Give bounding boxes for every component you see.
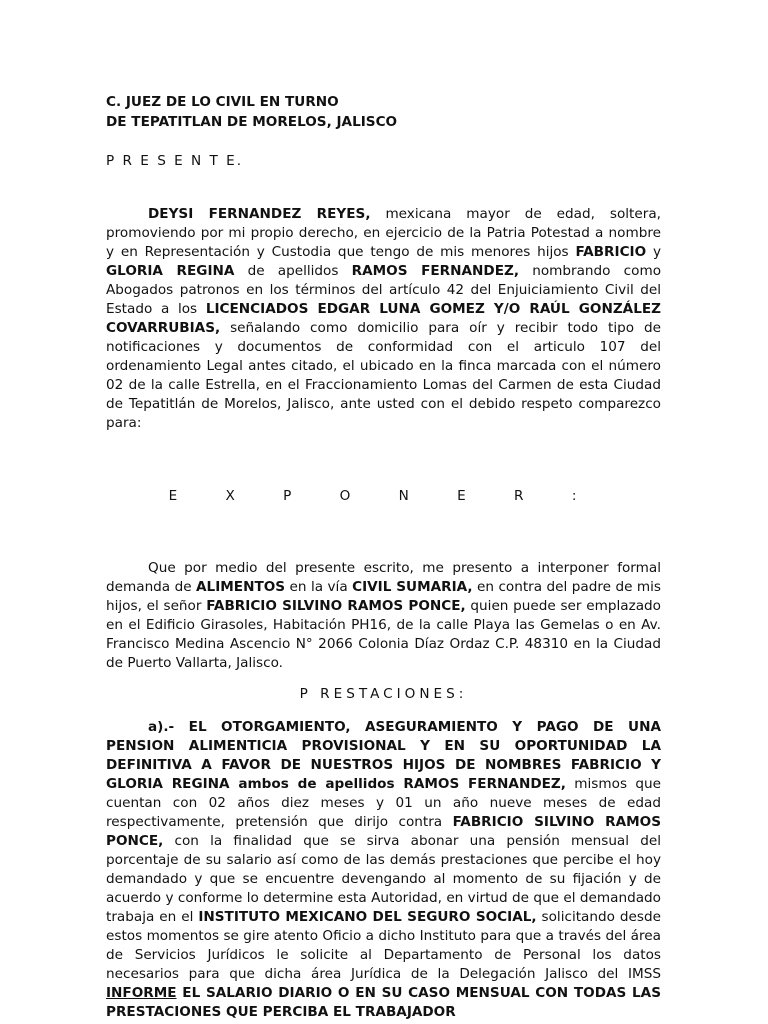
body-text: quien puede ser emplazado en el Edificio Girasoles, Habitación PH16, de la calle Playa las Gemelas o en Av. Francisco Medina Ascencio N° 2066 Colonia Díaz Ordaz C.P. 48310 en la Ciudad de Puerto Vallarta, Jalisco. [106, 598, 661, 671]
emphasized-text: INSTITUTO MEXICANO DEL SEGURO SOCIAL, [198, 909, 537, 925]
item-a-paragraph [106, 718, 661, 1022]
body-text: y [646, 244, 661, 260]
body-text: señalando como domicilio para oír y recibir todo tipo de notificaciones y documentos de conformidad con el articulo 107 del ordenamiento Legal antes citado, el ubicado en la finca marcada con el número 02 de la calle Estrella, en el Fraccionamiento Lomas del Carmen de esta Ciudad de Tepatitlán de Morelos, Jalisco, ante usted con el debido respeto comparezco para: [106, 320, 661, 431]
body-text: de apellidos [234, 263, 352, 279]
body-text: con la finalidad que se sirva abonar una pensión mensual del porcentaje de su salario así como de las demás prestaciones que percibe el hoy demandado y que se encuentre devengando al momento de su fijación y de acuerdo y conforme lo determine esta Autoridad, en virtud de que el demandado trabaja en el [106, 833, 661, 925]
body-text: solicitando desde estos momentos se gire atento Oficio a dicho Instituto para que a través del área de Servicios Jurídicos le solicite al Departamento de Personal los datos necesarios para que dicha área Jurídica de la Delegación Jalisco del IMSS [106, 909, 661, 982]
body-text: mexicana mayor de edad, soltera, promoviendo por mi propio derecho, en ejercicio de la Patria Potestad a nombre y en Representación y Custodia que tengo de mis menores hijos [106, 206, 661, 260]
addressee-line-2: DE TEPATITLAN DE MORELOS, JALISCO [106, 114, 398, 130]
document-page [106, 92, 661, 1022]
body-text: en contra del padre de mis hijos, el señor [106, 579, 661, 614]
body-text: en la vía [285, 579, 353, 595]
body-text: nombrando como Abogados patronos en los términos del artículo 42 del Enjuiciamiento Civil del Estado a los [106, 263, 662, 317]
emphasized-text: CIVIL SUMARIA, [352, 579, 473, 595]
addressee-line-1: C. JUEZ DE LO CIVIL EN TURNO [106, 94, 339, 110]
emphasized-text: FABRICIO SILVINO RAMOS PONCE, [106, 814, 661, 849]
body-text: Que por medio del presente escrito, me presento a interponer formal demanda de [106, 560, 661, 595]
emphasized-text: FABRICIO [575, 244, 647, 260]
emphasized-text: EL SALARIO DIARIO O EN SU CASO MENSUAL CON TODAS LAS PRESTACIONES QUE PERCIBA EL TRABAJADOR [106, 985, 661, 1020]
emphasized-text: DEYSI FERNANDEZ REYES, [148, 206, 371, 222]
emphasized-text: LICENCIADOS EDGAR LUNA GOMEZ Y/O RAÚL GONZÁLEZ COVARRUBIAS, [106, 301, 661, 336]
emphasized-text: a).- EL OTORGAMIENTO, ASEGURAMIENTO Y PAGO DE UNA PENSION ALIMENTICIA PROVISIONAL Y EN SU OPORTUNIDAD LA DEFINITIVA A FAVOR DE NUESTROS HIJOS DE NOMBRES FABRICIO Y GLORIA REGINA ambos de apellidos RAMOS FERNANDEZ, [106, 719, 661, 792]
emphasized-text: INFORME [106, 985, 177, 1001]
body-text: mismos que cuentan con 02 años diez meses y 01 un año nueve meses de edad respectivamente, pretensión que dirijo contra [106, 776, 661, 830]
emphasized-text: FABRICIO SILVINO RAMOS PONCE, [206, 598, 466, 614]
emphasized-text: ALIMENTOS [196, 579, 286, 595]
emphasized-text: GLORIA REGINA [106, 263, 235, 279]
demand-paragraph [106, 559, 661, 673]
exponer-heading: E X P O N E R : [168, 488, 599, 504]
presente-heading: P R E S E N T E. [106, 153, 244, 169]
intro-paragraph [106, 205, 661, 433]
emphasized-text: RAMOS FERNANDEZ, [351, 263, 520, 279]
prestaciones-heading: P RESTACIONES: [299, 686, 468, 702]
